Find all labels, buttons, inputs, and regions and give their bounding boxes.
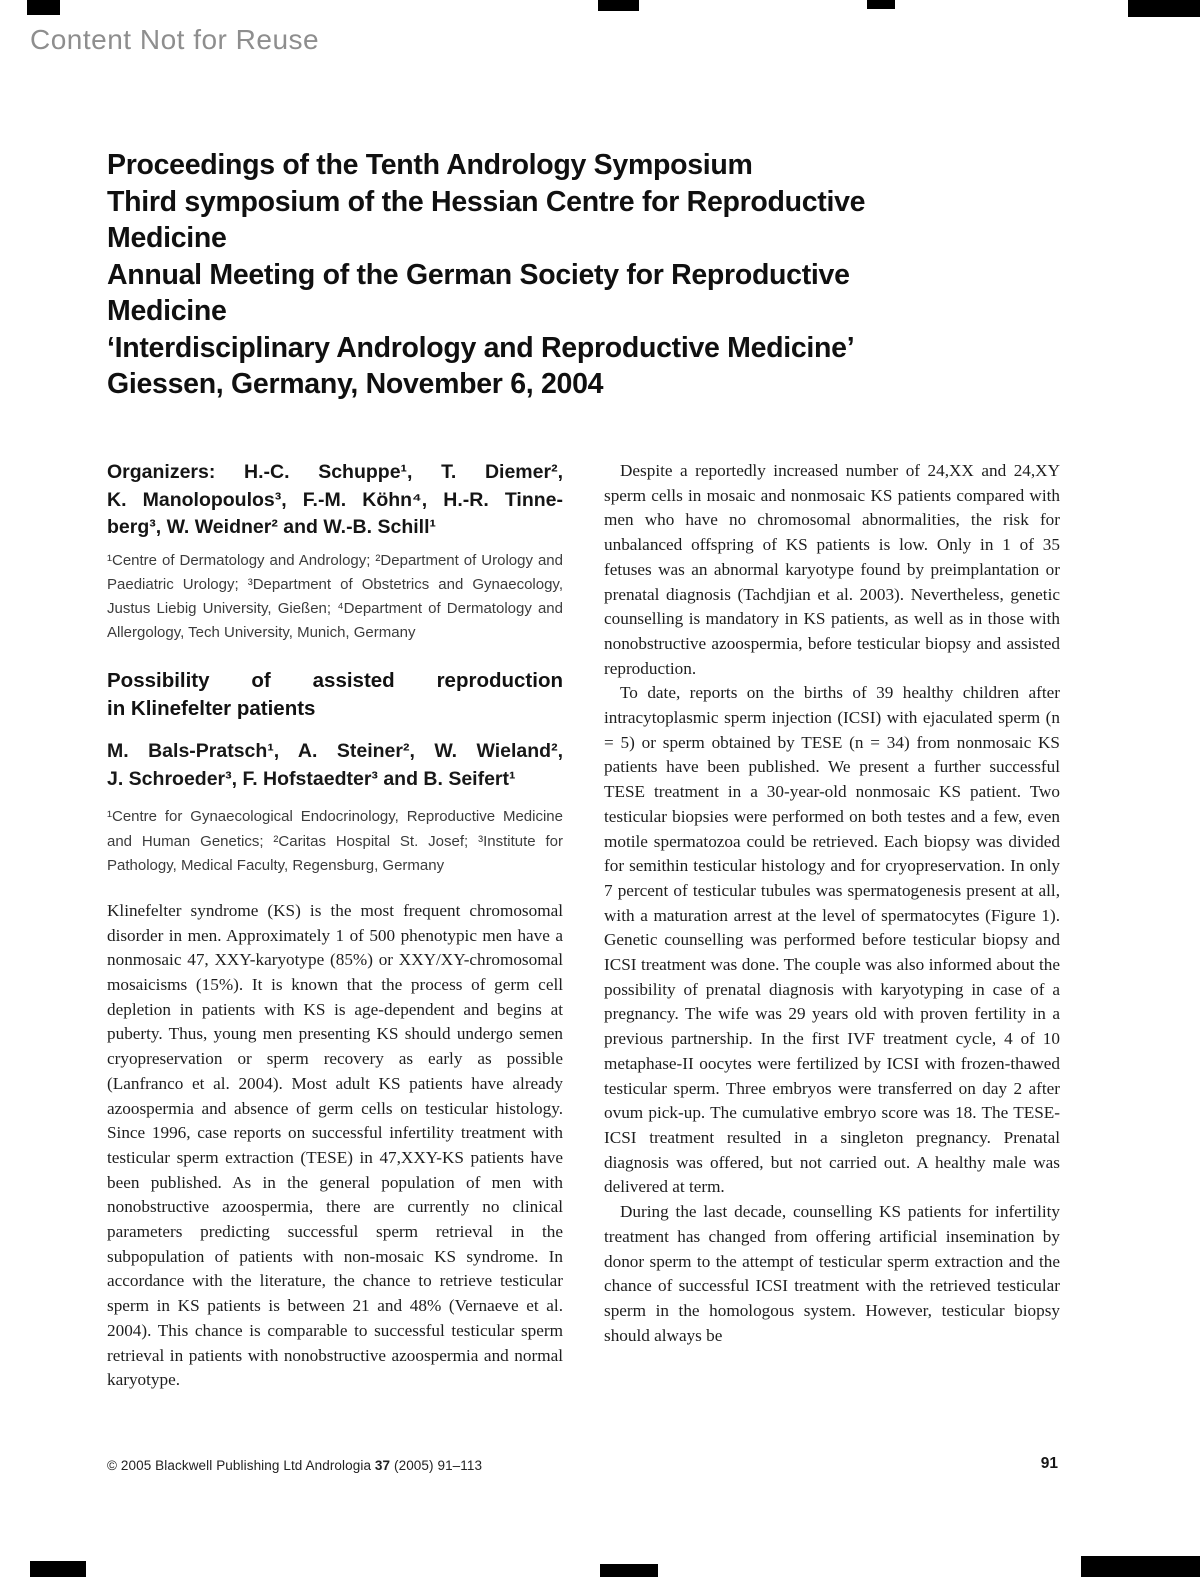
abstract-heading	[107, 667, 563, 722]
authors-affiliations: ¹Centre for Gynaecological Endocrinology, Reproductive Medicine and Human Genetics; ²Caritas Hospital St. Josef; ³Institute for Pathology, Medical Faculty, Regensburg, Germany	[107, 808, 563, 874]
left-column	[107, 459, 563, 1393]
copyright-suffix: (2005) 91–113	[390, 1458, 483, 1473]
article-title	[107, 147, 1027, 403]
title-line: Proceedings of the Tenth Andrology Symposium	[107, 149, 753, 181]
scan-artifact	[598, 0, 639, 11]
authors-block	[107, 737, 563, 793]
journal-volume: 37	[374, 1458, 391, 1473]
abstract-body-paragraph: Klinefelter syndrome (KS) is the most frequent chromosomal disorder in men. Approximately 1 of 500 phenotypic men have a nonmosaic 47, XXY-karyotype (85%) or XXY/XY-chromosomal mosaicisms (15%). It is known that the process of germ cell depletion in patients with KS is age-dependent and begins at puberty. Thus, young men presenting KS should undergo semen cryopreservation or sperm recovery as early as possible (Lanfranco et al. 2004). Most adult KS patients have already azoospermia and absence of germ cells on testicular histology. Since 1996, case reports on successful infertility treatment with testicular sperm extraction (TESE) in 47,XXY-KS patients have been published. As in the general population of men with nonobstructive azoospermia, there are currently no clinical parameters predicting successful sperm retrieval in the subpopulation of patients with non-mosaic KS syndrome. In accordance with the literature, the chance to retrieve testicular sperm in KS patients is between 21 and 48% (Vernaeve et al. 2004). This chance is comparable to successful testicular sperm retrieval in patients with nonobstructive azoospermia and normal karyotype.	[107, 900, 563, 1390]
copyright-prefix: © 2005 Blackwell Publishing Ltd Andrologia	[107, 1458, 375, 1473]
title-line: ‘Interdisciplinary Andrology and Reproductive Medicine’	[107, 331, 855, 364]
scan-artifact	[1081, 1556, 1200, 1577]
authors-line: M. Bals-Pratsch¹, A. Steiner², W. Wieland²,	[107, 740, 563, 763]
body-paragraph: To date, reports on the births of 39 healthy children after intracytoplasmic sperm injection (ICSI) with ejaculated sperm (n = 5) or sperm obtained by TESE (n = 34) from nonmosaic KS patients have been published. We present a further successful TESE treatment in a 30-year-old nonmosaic KS patient. Two testicular biopsies were performed on both testes and a few, even motile spermatozoa could be retrieved. Each biopsy was divided for semithin testicular histology and for cryopreservation. In only 7 percent of testicular tubules was spermatogenesis present at all, with a maturation arrest at the level of spermatocytes (Figure 1). Genetic counselling was performed before testicular biopsy and ICSI treatment was done. The couple was also informed about the possibility of prenatal diagnosis with karyotyping in case of a pregnancy. The wife was 29 years old with proven fertility in a previous partnership. In the first IVF treatment cycle, 4 of 10 metaphase-II oocytes were fertilized by ICSI with frozen-thawed testicular sperm. Three embryos were transferred on day 2 after ovum pick-up. The cumulative embryo score was 18. The TESE-ICSI treatment resulted in a singleton pregnancy. Prenatal diagnosis was offered, but not carried out. A healthy male was delivered at term.	[604, 683, 1060, 1197]
page-number: 91	[1040, 1455, 1058, 1472]
organizers-line: Organizers: H.-C. Schuppe¹, T. Diemer²,	[107, 461, 563, 483]
scan-artifact	[30, 1561, 86, 1577]
organizers-line: K. Manolopoulos³, F.-M. Köhn⁴, H.-R. Tinne-	[107, 488, 563, 511]
title-line: Giessen, Germany, November 6, 2004	[107, 368, 604, 400]
right-column	[604, 459, 1060, 1348]
authors-line: J. Schroeder³, F. Hofstaedter³ and B. Seifert¹	[107, 768, 516, 791]
scan-artifact	[27, 0, 60, 15]
abstract-heading-line: in Klinefelter patients	[107, 696, 316, 720]
scan-artifact	[867, 0, 895, 9]
body-paragraph: During the last decade, counselling KS patients for infertility treatment has changed from offering artificial insemination by donor sperm to the attempt of testicular sperm extraction and the chance of successful ICSI treatment with the retrieved testicular sperm in the homologous system. However, testicular biopsy should always be	[604, 1202, 1060, 1345]
copyright-text	[107, 1458, 482, 1473]
abstract-heading-line: Possibility of assisted reproduction	[107, 669, 563, 693]
watermark-stamp: Content Not for Reuse	[30, 24, 320, 55]
title-line: Annual Meeting of the German Society for Reproductive	[107, 258, 850, 291]
organizers-line: berg³, W. Weidner² and W.-B. Schill¹	[107, 516, 436, 538]
title-line: Medicine	[107, 222, 227, 254]
scan-artifact	[1128, 0, 1200, 17]
body-paragraph: Despite a reportedly increased number of 24,XX and 24,XY sperm cells in mosaic and nonmosaic KS patients compared with men who have no chromosomal abnormalities, the risk for unbalanced offspring of KS patients is low. Only in 1 of 35 fetuses was an abnormal karyotype found by preimplantation or prenatal diagnosis (Tachdjian et al. 2003). Nevertheless, genetic counselling is mandatory in KS patients, as well as in those with nonobstructive azoospermia, before testicular biopsy and assisted reproduction.	[604, 461, 1060, 678]
scan-artifact	[600, 1564, 658, 1577]
organizers-affiliations: ¹Centre of Dermatology and Andrology; ²Department of Urology and Paediatric Urology; ³Department of Obstetrics and Gynaecology, Justus Liebig University, Gießen; ⁴Department of Dermatology and Allergology, Tech University, Munich, Germany	[107, 551, 563, 642]
title-line: Medicine	[107, 295, 227, 327]
organizers-block	[107, 459, 563, 542]
title-line: Third symposium of the Hessian Centre for Reproductive	[107, 185, 866, 218]
